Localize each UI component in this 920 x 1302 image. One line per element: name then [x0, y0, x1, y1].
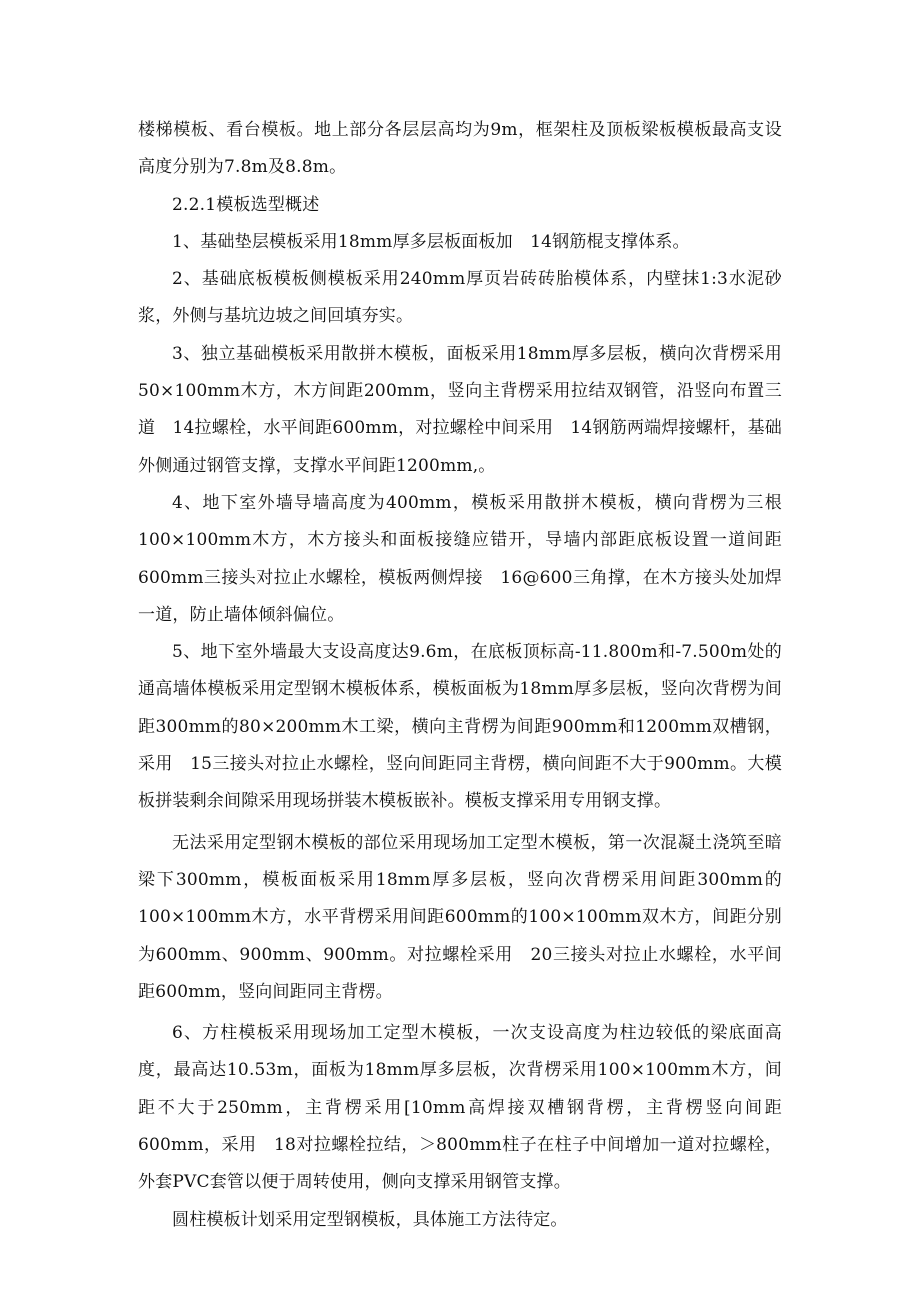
paragraph-item-6: 6、方柱模板采用现场加工定型木模板，一次支设高度为柱边较低的梁底面高度，最高达10.53m，面板为18mm厚多层板，次背楞采用100×100mm木方，间距不大于250mm，主背楞采用[10mm高焊接双槽钢背楞，主背楞竖向间距600mm，采用 18对拉螺栓拉结，＞800mm柱子在柱子中间增加一道对拉螺栓，外套PVC套管以便于周转使用，侧向支撑采用钢管支撑。 — [138, 1023, 782, 1193]
paragraph-item-5: 5、地下室外墙最大支设高度达9.6m，在底板顶标高-11.800m和-7.500m处的通高墙体模板采用定型钢木模板体系，模板面板为18mm厚多层板，竖向次背楞为间距300mm的80×200mm木工梁，横向主背楞为间距900mm和1200mm双槽钢，采用 15三接头对拉止水螺栓，竖向间距同主背楞，横向间距不大于900mm。大模板拼装剩余间隙采用现场拼装木模板嵌补。模板支撑采用专用钢支撑。 — [138, 642, 782, 812]
paragraph-round-column: 圆柱模板计划采用定型钢模板，具体施工方法待定。 — [172, 1209, 568, 1230]
section-heading-2-2-1: 2.2.1模板选型概述 — [172, 194, 320, 215]
paragraph-intro-continuation: 楼梯模板、看台模板。地上部分各层层高均为9m，框架柱及顶板梁板模板最高支设高度分别为7.8m及8.8m。 — [138, 120, 782, 178]
document-body — [138, 112, 782, 1239]
paragraph-item-4: 4、地下室外墙导墙高度为400mm，模板采用散拼木模板，横向背楞为三根100×100mm木方，木方接头和面板接缝应错开，导墙内部距底板设置一道间距600mm三接头对拉止水螺栓，模板两侧焊接 16@600三角撑，在木方接头处加焊一道，防止墙体倾斜偏位。 — [138, 492, 782, 625]
paragraph-item-5-supplement: 无法采用定型钢木模板的部位采用现场加工定型木模板，第一次混凝土浇筑至暗梁下300mm，模板面板采用18mm厚多层板，竖向次背楞采用间距300mm的100×100mm木方，水平背楞采用间距600mm的100×100mm双木方，间距分别为600mm、900mm、900mm。对拉螺栓采用 20三接头对拉止水螺栓，水平间距600mm，竖向间距同主背楞。 — [138, 832, 782, 1002]
paragraph-item-2: 2、基础底板模板侧模板采用240mm厚页岩砖砖胎模体系，内壁抹1:3水泥砂浆，外侧与基坑边坡之间回填夯实。 — [138, 269, 782, 327]
paragraph-item-1: 1、基础垫层模板采用18mm厚多层板面板加 14钢筋棍支撑体系。 — [172, 231, 690, 252]
paragraph-item-3: 3、独立基础模板采用散拼木模板，面板采用18mm厚多层板，横向次背楞采用50×100mm木方，木方间距200mm，竖向主背楞采用拉结双钢管，沿竖向布置三道 14拉螺栓，水平间距600mm，对拉螺栓中间采用 14钢筋两端焊接螺杆，基础外侧通过钢管支撑，支撑水平间距1200mm,。 — [138, 343, 782, 476]
